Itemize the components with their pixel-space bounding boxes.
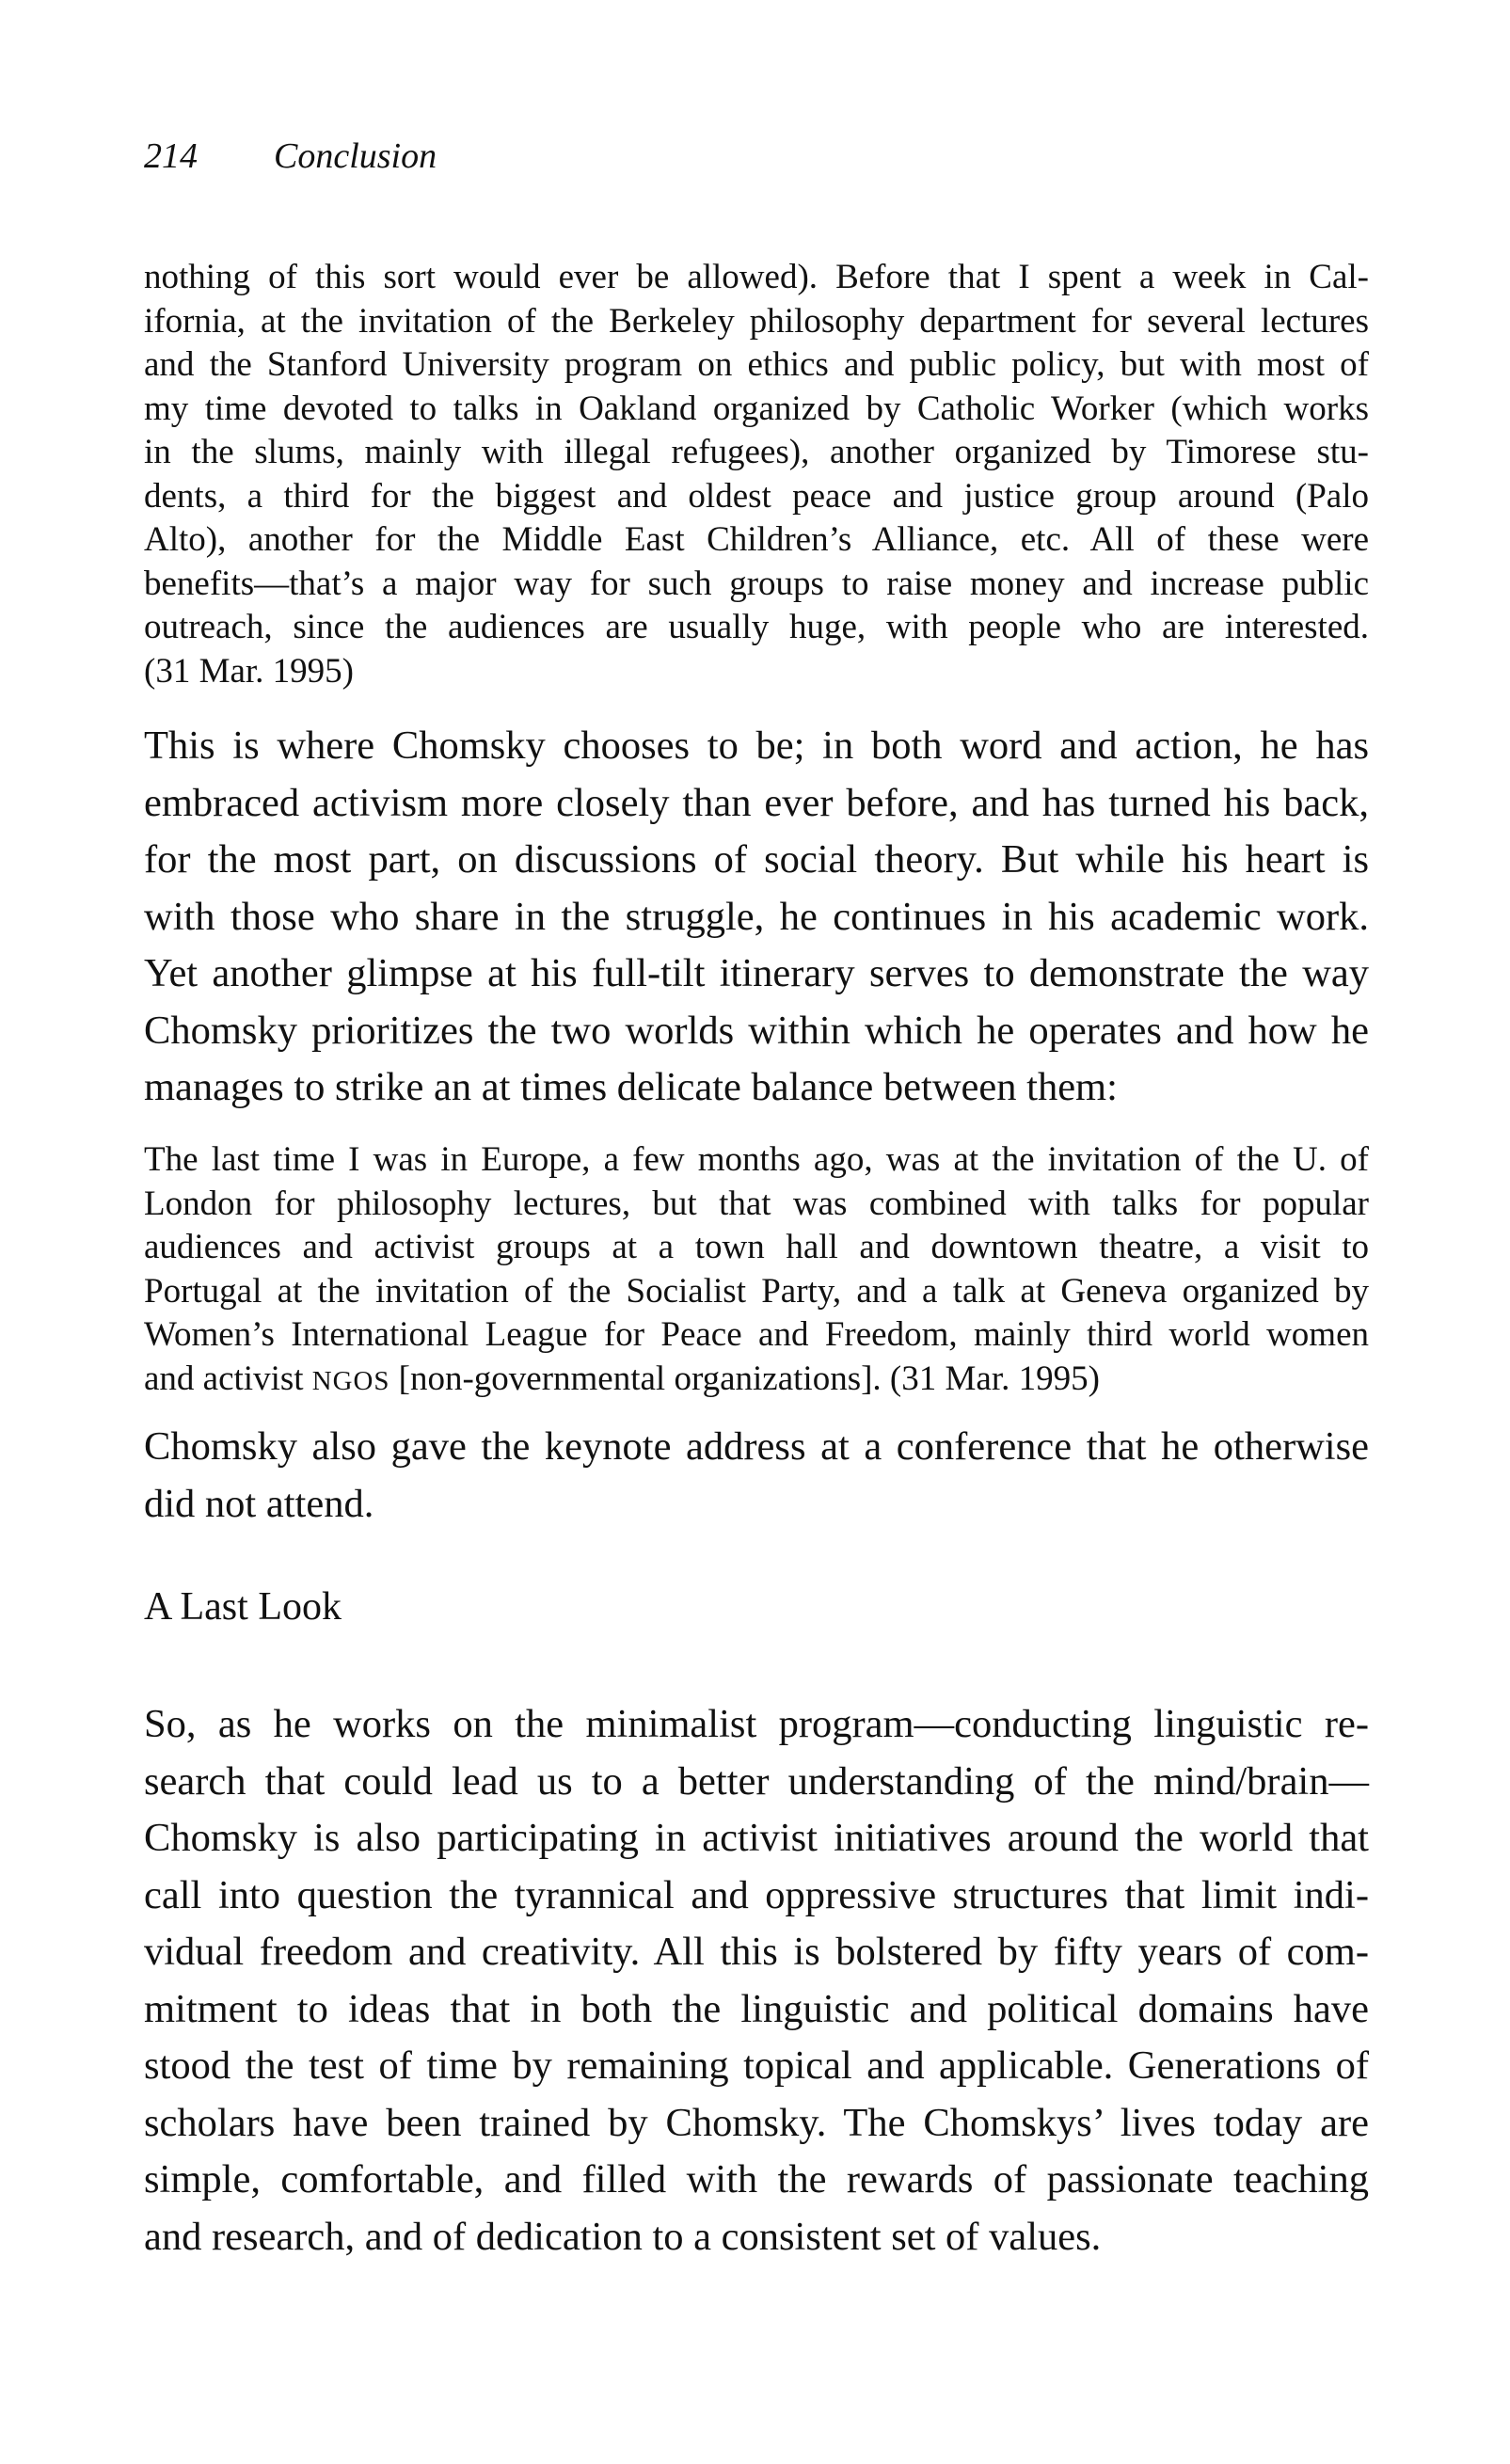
text-line: manages to strike an at times delicate balance between them:: [144, 1065, 1118, 1109]
running-head: [144, 134, 437, 179]
text-line: ifornia, at the invitation of the Berkeley philosophy department for several lectures: [144, 301, 1369, 341]
text-line: nothing of this sort would ever be allowed). Before that I spent a week in Cal-: [144, 258, 1369, 296]
text-line: Portugal at the invitation of the Socialist Party, and a talk at Geneva organized by: [144, 1271, 1369, 1311]
block-quote-europe: [144, 1138, 1369, 1403]
text-line: dents, a third for the biggest and oldest peace and justice group around (Palo: [144, 476, 1369, 516]
text-line: did not attend.: [144, 1481, 374, 1526]
text-line: for the most part, on discussions of social theory. But while his heart is: [144, 837, 1369, 882]
text-line: outreach, since the audiences are usually huge, with people who are interested.: [144, 608, 1369, 646]
text-line: embraced activism more closely than ever before, and has turned his back,: [144, 780, 1369, 825]
text-fragment: [non-governmental organizations]. (31 Mar. 1995): [389, 1359, 1100, 1398]
text-line: Yet another glimpse at his full-tilt itinerary serves to demonstrate the way: [144, 951, 1369, 995]
text-line: in the slums, mainly with illegal refugees), another organized by Timorese stu-: [144, 433, 1369, 471]
text-line: vidual freedom and creativity. All this is bolstered by fifty years of com-: [144, 1930, 1369, 1974]
text-fragment: and activist: [144, 1359, 312, 1398]
text-line: (31 Mar. 1995): [144, 651, 354, 691]
text-line: scholars have been trained by Chomsky. The Chomskys’ lives today are: [144, 2100, 1369, 2145]
text-line: Chomsky also gave the keynote address at a conference that he otherwise: [144, 1424, 1369, 1469]
text-line: my time devoted to talks in Oakland organized by Catholic Worker (which works: [144, 389, 1369, 428]
text-line: call into question the tyrannical and oppressive structures that limit indi-: [144, 1872, 1369, 1917]
text-line: Chomsky is also participating in activist initiatives around the world that: [144, 1816, 1369, 1860]
text-line: The last time I was in Europe, a few months ago, was at the invitation of the U. of: [144, 1140, 1369, 1179]
small-caps-abbreviation: NGOS: [311, 1365, 390, 1396]
text-line: benefits—that’s a major way for such groups to raise money and increase public: [144, 564, 1369, 603]
text-line: Chomsky prioritizes the two worlds within which he operates and how he: [144, 1008, 1369, 1053]
text-line: audiences and activist groups at a town hall and downtown theatre, a visit to: [144, 1228, 1369, 1266]
text-line: with those who share in the struggle, he continues in his academic work.: [144, 894, 1369, 939]
block-quote-california: [144, 256, 1369, 693]
text-line: This is where Chomsky chooses to be; in both word and action, he has: [144, 723, 1369, 768]
text-line: [144, 1358, 1369, 1404]
text-line: search that could lead us to a better understanding of the mind/brain—: [144, 1758, 1369, 1804]
page-number: 214: [144, 136, 198, 176]
text-line: Women’s International League for Peace and Freedom, mainly third world women: [144, 1315, 1369, 1354]
section-heading: A Last Look: [144, 1585, 342, 1629]
text-line: Alto), another for the Middle East Children’s Alliance, etc. All of these were: [144, 520, 1369, 559]
text-line: simple, comfortable, and filled with the rewards of passionate teaching: [144, 2157, 1369, 2202]
body-paragraph-keynote: [144, 1419, 1369, 1533]
text-line: and the Stanford University program on ethics and public policy, but with most of: [144, 345, 1369, 384]
text-line: So, as he works on the minimalist program—conducting linguistic re-: [144, 1702, 1369, 1746]
text-line: London for philosophy lectures, but that was combined with talks for popular: [144, 1184, 1369, 1223]
text-line: stood the test of time by remaining topical and applicable. Generations of: [144, 2043, 1369, 2088]
running-head-title: Conclusion: [274, 136, 437, 176]
text-line: mitment to ideas that in both the linguistic and political domains have: [144, 1986, 1369, 2031]
body-paragraph-last-look: [144, 1696, 1369, 2265]
body-paragraph-activism: [144, 718, 1369, 1117]
text-line: and research, and of dedication to a consistent set of values.: [144, 2214, 1102, 2259]
